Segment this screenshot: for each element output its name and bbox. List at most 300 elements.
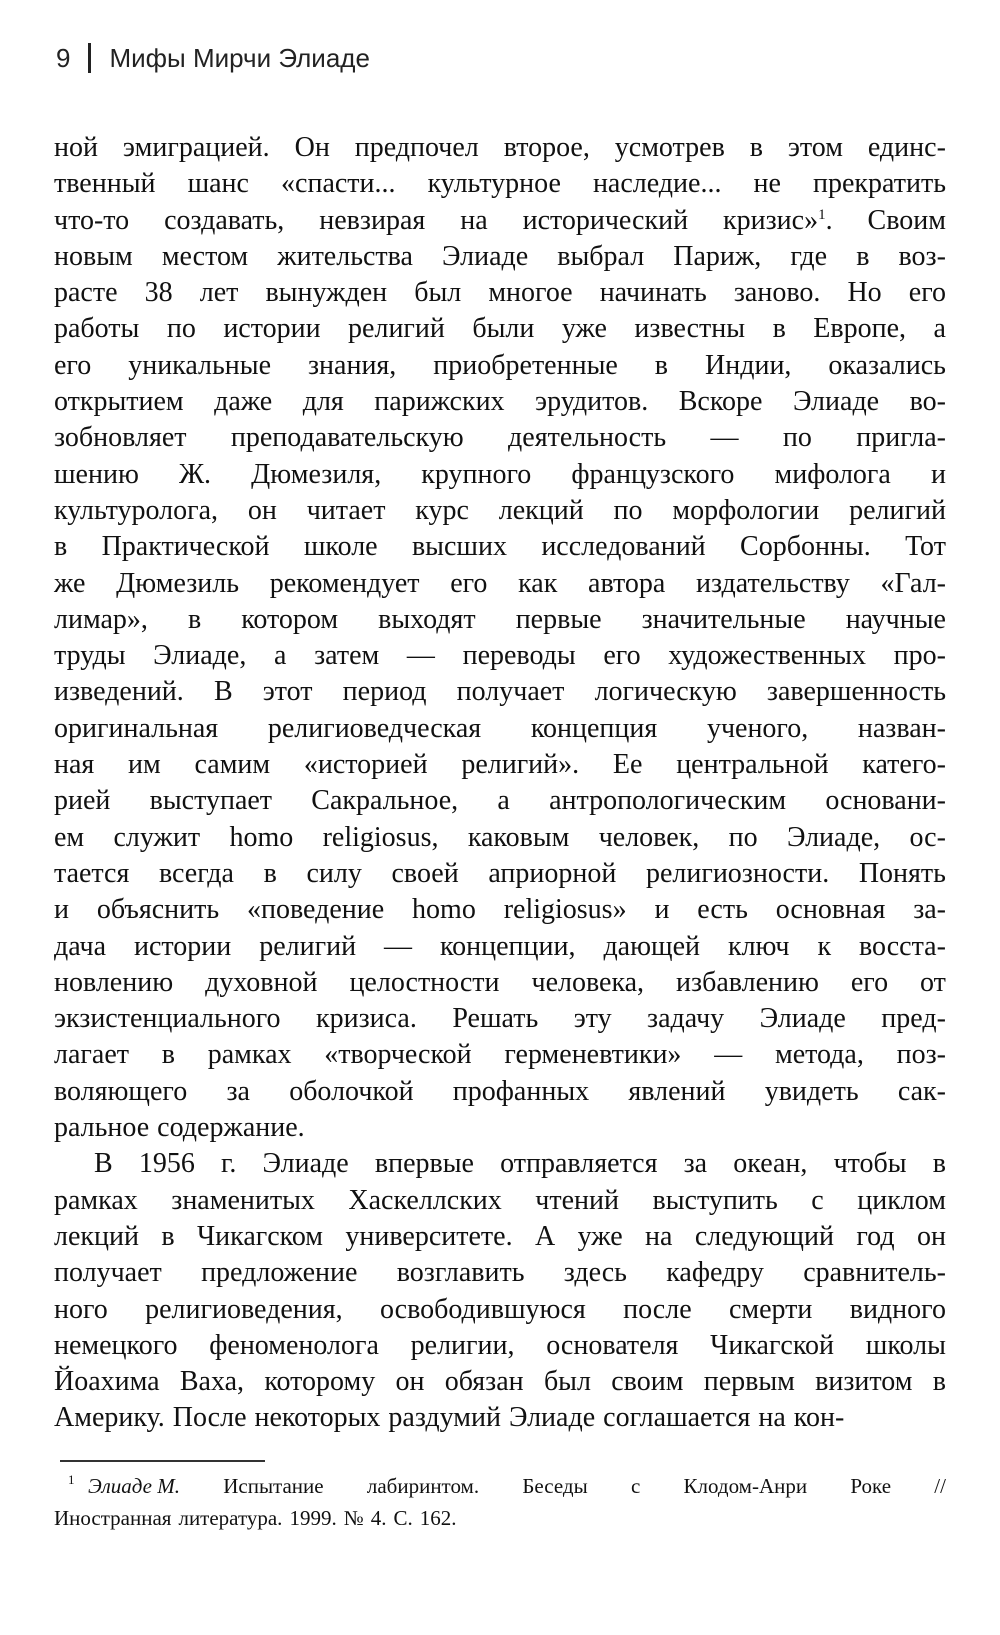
word: в [932, 1148, 946, 1180]
word: в [749, 132, 763, 163]
word: Элиаде, [786, 821, 881, 853]
word: А [534, 1220, 556, 1252]
word: он [395, 1366, 425, 1398]
word: Он [294, 132, 330, 163]
footnote [54, 1470, 946, 1534]
word: деятельность [508, 422, 667, 454]
word: предложение [201, 1257, 358, 1289]
word: многое [488, 277, 573, 309]
word: Европе, [813, 313, 907, 345]
word: «Гал- [880, 567, 946, 599]
word: — [384, 930, 413, 962]
word: же [54, 567, 86, 599]
text-line [54, 1001, 946, 1037]
text-line [54, 311, 946, 347]
word: по [166, 313, 196, 345]
word: кризис»$^1$. [723, 204, 833, 236]
word: самим [194, 749, 271, 781]
text-line [54, 1146, 946, 1182]
word: В [213, 676, 233, 708]
word: впервые [374, 1148, 474, 1180]
word: кризиса. [316, 1003, 417, 1035]
word: тается [54, 857, 130, 889]
word: усмотрев [614, 132, 725, 163]
word: Ее [612, 749, 643, 781]
page-number: 9 [56, 42, 71, 73]
word: художественных [668, 640, 866, 672]
word: мифолога [774, 458, 891, 490]
text-line [54, 1074, 946, 1110]
word: даже [214, 386, 273, 418]
word: Йоахима [54, 1366, 160, 1398]
word: религиозности. [645, 857, 830, 889]
word: исторический [522, 204, 689, 236]
word: в [161, 1220, 175, 1252]
word: После [172, 1402, 247, 1434]
word: Элиаде [792, 386, 880, 418]
word: Роке [850, 1474, 892, 1498]
word: им [128, 749, 161, 781]
word: во- [909, 386, 946, 418]
word: явлений [628, 1075, 726, 1107]
word: всегда [158, 857, 234, 889]
word: изведений. [54, 676, 184, 708]
word: назван- [857, 712, 946, 744]
word: новым [54, 240, 133, 272]
text-line [54, 1110, 946, 1146]
word: логическую [594, 676, 737, 708]
word: в [187, 603, 202, 635]
word: профанных [452, 1075, 590, 1107]
word: дающей [603, 930, 701, 962]
word: С. [393, 1506, 413, 1530]
word: рией [54, 785, 111, 817]
word: затем [314, 640, 380, 672]
word: сак- [897, 1075, 946, 1107]
word: расте [54, 277, 118, 309]
word: преподавательскую [230, 422, 464, 454]
word: зобновляет [54, 422, 187, 454]
word: Испытание [223, 1474, 324, 1498]
word: на [645, 1220, 673, 1252]
word: лагает [54, 1039, 129, 1071]
word: человека, [531, 966, 645, 998]
word: — [710, 422, 739, 454]
word: своей [391, 857, 459, 889]
word: издательству [696, 567, 850, 599]
word: за [683, 1148, 708, 1180]
text-line [54, 747, 946, 783]
text-line [54, 783, 946, 819]
footnote-line [54, 1502, 946, 1534]
word: экзистенциального [54, 1003, 281, 1035]
word: за [226, 1075, 250, 1107]
word: были [472, 313, 535, 345]
word: завершенность [766, 676, 946, 708]
word: кон- [793, 1402, 845, 1434]
word: объяснить [96, 894, 220, 926]
text-line [54, 1364, 946, 1400]
word: истории [223, 313, 321, 345]
word: его [54, 349, 92, 381]
word: а [933, 313, 946, 345]
text-line [54, 1328, 946, 1364]
word: следующий [694, 1220, 834, 1252]
word: пригла- [856, 422, 946, 454]
word: освободившуюся [379, 1293, 586, 1325]
word: шанс [187, 168, 249, 200]
word: Чикагском [196, 1220, 324, 1252]
word: дача [54, 930, 107, 962]
paragraph [54, 1146, 946, 1436]
word: Америку. [54, 1402, 165, 1434]
text-line [54, 602, 946, 638]
word: визитом [815, 1366, 913, 1398]
text-line [54, 457, 946, 493]
word: Практической [101, 531, 270, 563]
word: шению [54, 458, 139, 490]
word: с [630, 1474, 641, 1498]
word: феноменолога [209, 1329, 379, 1361]
body-text [54, 130, 946, 1437]
word: оригинальная [54, 712, 219, 744]
word: уже [561, 313, 607, 345]
word: известны [634, 313, 746, 345]
word: в [654, 349, 669, 381]
word: религий [259, 930, 357, 962]
word: как [518, 567, 558, 599]
word: лекций [54, 1220, 139, 1252]
text-line [54, 711, 946, 747]
footnote-line [54, 1470, 946, 1502]
word: знания, [307, 349, 397, 381]
word: некоторых [254, 1402, 381, 1434]
word: ем [54, 821, 85, 853]
word: homo [229, 821, 294, 853]
word: котором [241, 603, 339, 635]
word: силу [306, 857, 362, 889]
text-line [54, 892, 946, 928]
word: религий». [461, 749, 580, 781]
word: каковым [467, 821, 570, 853]
text-line [54, 529, 946, 565]
word: за- [913, 894, 946, 926]
word: и [54, 894, 69, 926]
word: religiosus» [503, 894, 627, 926]
word: начинать [599, 277, 707, 309]
footnote-ref-trailing-text: . [825, 204, 833, 236]
word: восста- [859, 930, 946, 962]
word: концепция [530, 712, 658, 744]
word: с [811, 1184, 824, 1216]
word: // [934, 1474, 946, 1498]
word: Дюмезиль [116, 567, 240, 599]
word: чтобы [833, 1148, 907, 1180]
word: его [908, 277, 946, 309]
word: сравнитель- [803, 1257, 946, 1289]
word: в [263, 857, 277, 889]
word: крупного [421, 458, 532, 490]
text-line [54, 275, 946, 311]
word: он [247, 494, 277, 526]
word: Элиаде [262, 1148, 349, 1180]
word: кафедру [666, 1257, 764, 1289]
word: труды [54, 640, 126, 672]
word: единс- [867, 132, 946, 163]
word: своим [611, 1366, 684, 1398]
word: — [406, 640, 435, 672]
word: эмиграцией. [122, 132, 270, 163]
word: обязан [444, 1366, 524, 1398]
text-line [54, 929, 946, 965]
word: что-то [54, 204, 130, 236]
word: априорной [488, 857, 617, 889]
word: переводы [462, 640, 576, 672]
word: герменевтики» [504, 1039, 682, 1071]
word: работы [54, 313, 140, 345]
word: основателя [546, 1329, 679, 1361]
word: религии, [410, 1329, 515, 1361]
word: целостности [349, 966, 500, 998]
word: исследований [541, 531, 706, 563]
word: смерти [728, 1293, 813, 1325]
text-line [54, 1219, 946, 1255]
word: оказались [828, 349, 946, 381]
word: для [302, 386, 344, 418]
word: знаменитых [171, 1184, 315, 1216]
word: г. [221, 1148, 237, 1180]
word: школе [303, 531, 378, 563]
word: истории [134, 930, 232, 962]
word: новлению [54, 966, 174, 998]
word: и [930, 458, 946, 490]
text-line [54, 203, 946, 239]
word: от [920, 966, 946, 998]
word: французского [571, 458, 735, 490]
word: жительства [277, 240, 413, 272]
word: 4. [370, 1506, 387, 1530]
word: лет [199, 277, 239, 309]
word: ученого, [706, 712, 809, 744]
word: Клодом-Анри [683, 1474, 808, 1498]
word: оболочкой [289, 1075, 414, 1107]
word: научные [845, 603, 946, 635]
word: есть [697, 894, 748, 926]
word: и [654, 894, 670, 926]
word: В [94, 1148, 113, 1180]
word: циклом [857, 1184, 946, 1216]
word: раздумий [388, 1402, 501, 1434]
word: homo [412, 894, 476, 926]
word: невзирая [319, 204, 426, 236]
word: вынужден [265, 277, 388, 309]
word: получает [456, 676, 565, 708]
word: он [916, 1220, 946, 1252]
word: приобретенные [433, 349, 618, 381]
word: выходят [378, 603, 476, 635]
word: по [782, 422, 812, 454]
word: эту [573, 1003, 612, 1035]
word: 1956 [138, 1148, 195, 1180]
word: курс [415, 494, 469, 526]
word: «историей [303, 749, 428, 781]
word: основани- [825, 785, 946, 817]
word: религий [348, 313, 445, 345]
text-line [54, 384, 946, 420]
word: после [623, 1293, 692, 1325]
word: рекомендует [269, 567, 420, 599]
word: Но [847, 277, 882, 309]
word: Своим [867, 204, 946, 236]
word: Иностранная [54, 1506, 172, 1530]
word: а [274, 640, 287, 672]
footnote-reference[interactable]: 1 [818, 206, 826, 223]
word: поз- [896, 1039, 946, 1071]
word: религий [849, 494, 946, 526]
word: Понять [858, 857, 946, 889]
word: Дюмезиля, [251, 458, 382, 490]
word: в [772, 313, 786, 345]
text-line [54, 166, 946, 202]
text-line [54, 420, 946, 456]
word: пред- [881, 1003, 946, 1035]
text-line [54, 820, 946, 856]
word: открытием [54, 386, 184, 418]
word: Сорбонны. [740, 531, 871, 563]
word: центральной [676, 749, 829, 781]
word: духовной [205, 966, 318, 998]
word: этот [262, 676, 313, 708]
text-line [54, 965, 946, 1001]
word: выступает [149, 785, 273, 817]
word: антропологическим [549, 785, 787, 817]
word: катего- [862, 749, 946, 781]
word: Париж, [673, 240, 762, 272]
word: был [543, 1366, 591, 1398]
word: читает [306, 494, 386, 526]
word: religiosus, [322, 821, 439, 853]
word: первым [703, 1366, 795, 1398]
word: ная [54, 749, 95, 781]
word: избавлению [676, 966, 819, 998]
text-line [54, 239, 946, 275]
word: на [758, 1402, 786, 1434]
word: был [414, 277, 462, 309]
text-line [54, 348, 946, 384]
word: которому [264, 1366, 376, 1398]
word: Хаскеллских [348, 1184, 502, 1216]
word: заново. [733, 277, 821, 309]
word: воз- [898, 240, 946, 272]
text-line [54, 674, 946, 710]
running-head-divider [88, 43, 91, 73]
word: период [342, 676, 427, 708]
word: Беседы [522, 1474, 588, 1498]
word: видного [849, 1293, 946, 1325]
word: его [603, 640, 641, 672]
word: в [161, 1039, 175, 1071]
running-head-title: Мифы Мирчи Элиаде [109, 42, 370, 73]
text-line [54, 1255, 946, 1291]
word: возглавить [396, 1257, 525, 1289]
text-line [54, 493, 946, 529]
word: твенный [54, 168, 156, 200]
word: а [497, 785, 510, 817]
word: задачу [647, 1003, 725, 1035]
word: отправляется [500, 1148, 658, 1180]
word: ос- [909, 821, 946, 853]
word: океан, [733, 1148, 808, 1180]
word: Элиаде, [153, 640, 247, 672]
word: университете. [345, 1220, 513, 1252]
word: рамках [54, 1184, 138, 1216]
word: ральное [54, 1112, 150, 1144]
word: немецкого [54, 1329, 178, 1361]
word: человек, [598, 821, 700, 853]
word: про- [893, 640, 946, 672]
word: Тот [905, 531, 946, 563]
word: морфологии [672, 494, 820, 526]
word: «творческой [324, 1039, 472, 1071]
word: содержание. [157, 1112, 305, 1144]
word: этом [787, 132, 843, 163]
word: ключ [727, 930, 790, 962]
word: наследие... [592, 168, 722, 200]
word: «спасти... [281, 168, 396, 200]
word: рамках [207, 1039, 292, 1071]
text-line [54, 566, 946, 602]
word: значительные [641, 603, 806, 635]
word: религиоведения, [145, 1293, 343, 1325]
word: «поведение [247, 894, 385, 926]
text-line [54, 638, 946, 674]
word: школы [865, 1329, 946, 1361]
word: Вскоре [678, 386, 763, 418]
word: — [714, 1039, 743, 1071]
word: здесь [563, 1257, 627, 1289]
paragraph [54, 130, 946, 1146]
word: первые [515, 603, 602, 635]
word: местом [161, 240, 249, 272]
word: в [54, 531, 68, 563]
word: его [450, 567, 488, 599]
word: по [728, 821, 758, 853]
word: год [856, 1220, 895, 1252]
word: не [753, 168, 781, 200]
word: ной [54, 132, 98, 163]
word: автора [588, 567, 666, 599]
word: культуролога, [54, 494, 219, 526]
word: второе, [503, 132, 590, 163]
text-line [54, 856, 946, 892]
word: культурное [427, 168, 561, 200]
word: предпочел [354, 132, 479, 163]
word: высших [411, 531, 507, 563]
word: Элиаде [759, 1003, 846, 1035]
text-line [54, 1037, 946, 1073]
word: концепции, [439, 930, 576, 962]
word: создавать, [164, 204, 285, 236]
word: к [817, 930, 832, 962]
word: в [856, 240, 870, 272]
word: выбрал [557, 240, 645, 272]
word: Решать [452, 1003, 539, 1035]
word: Чикагской [710, 1329, 835, 1361]
word: Сакральное, [311, 785, 459, 817]
word: по [613, 494, 643, 526]
word: лимар», [54, 603, 148, 635]
word: уникальные [128, 349, 271, 381]
